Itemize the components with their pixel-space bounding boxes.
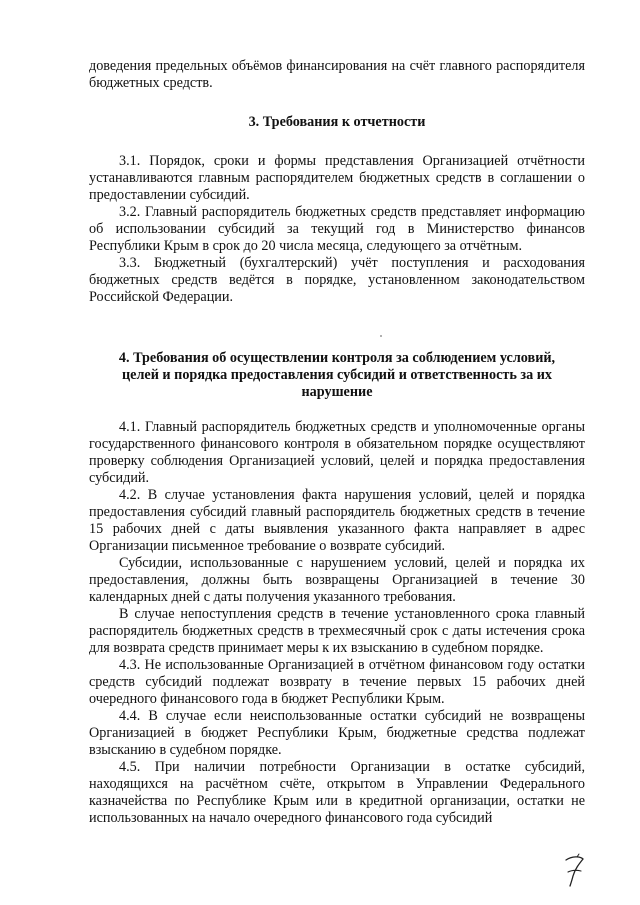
intro-paragraph: доведения предельных объёмов финансирования на счёт главного распорядителя бюджетных средств. <box>89 58 585 91</box>
section-4-heading-line-3: нарушение <box>301 384 373 400</box>
scan-speck <box>380 335 382 337</box>
section-3-heading: 3. Требования к отчетности <box>248 114 426 130</box>
section-4-heading-line-1: 4. Требования об осуществлении контроля за соблюдением условий, <box>118 350 556 366</box>
paragraph-4-4: 4.4. В случае если неиспользованные остатки субсидий не возвращены Организацией в бюджет Республики Крым, бюджетные средства подлежат взысканию в судебном порядке. <box>89 708 585 758</box>
paragraph-3-1: 3.1. Порядок, сроки и формы представления Организацией отчётности устанавливаются главным распорядителем бюджетных средств в соглашении о предоставлении субсидий. <box>89 153 585 203</box>
paragraph-4-5: 4.5. При наличии потребности Организации в остатке субсидий, находящихся на расчётном счёте, открытом в Управлении Федерального казначейства по Республике Крым или в кредитной организации, остатки не использованных на начало очередного финансового года субсидий <box>89 759 585 826</box>
section-4-heading-line-2: целей и порядка предоставления субсидий и ответственность за их <box>121 367 552 383</box>
paragraph-4-2: 4.2. В случае установления факта нарушения условий, целей и порядка предоставления субсидий главный распорядитель бюджетных средств в течение 15 рабочих дней с даты выявления указанного факта направляет в адрес Организации письменное требование о возврате субсидий. <box>89 487 585 554</box>
paragraph-3-3: 3.3. Бюджетный (бухгалтерский) учёт поступления и расходования бюджетных средств ведётся в порядке, установленном законодательством Российской Федерации. <box>89 255 585 305</box>
paragraph-4-1: 4.1. Главный распорядитель бюджетных средств и уполномоченные органы государственного финансового контроля в обязательном порядке осуществляют проверку соблюдения Организацией условий, целей и порядка предоставления субсидий. <box>89 419 585 486</box>
handwritten-initial-signature <box>562 852 588 888</box>
paragraph-4-3: 4.3. Не использованные Организацией в отчётном финансовом году остатки средств субсидий подлежат возврату в течение первых 15 рабочих дней очередного финансового года в бюджет Республики Крым. <box>89 657 585 707</box>
document-body <box>89 58 585 827</box>
paragraph-4-2-returns: Субсидии, использованные с нарушением условий, целей и порядка их предоставления, должны быть возвращены Организацией в течение 30 календарных дней с даты получения указанного требования. <box>89 555 585 605</box>
paragraph-4-2-court: В случае непоступления средств в течение установленного срока главный распорядитель бюджетных средств в трехмесячный срок с даты истечения срока для возврата средств принимает меры к их взысканию в судебном порядке. <box>89 606 585 656</box>
paragraph-3-2: 3.2. Главный распорядитель бюджетных средств представляет информацию об использовании субсидий за текущий год в Министерство финансов Республики Крым в срок до 20 числа месяца, следующего за отчётным. <box>89 204 585 254</box>
section-4-heading <box>89 350 585 401</box>
